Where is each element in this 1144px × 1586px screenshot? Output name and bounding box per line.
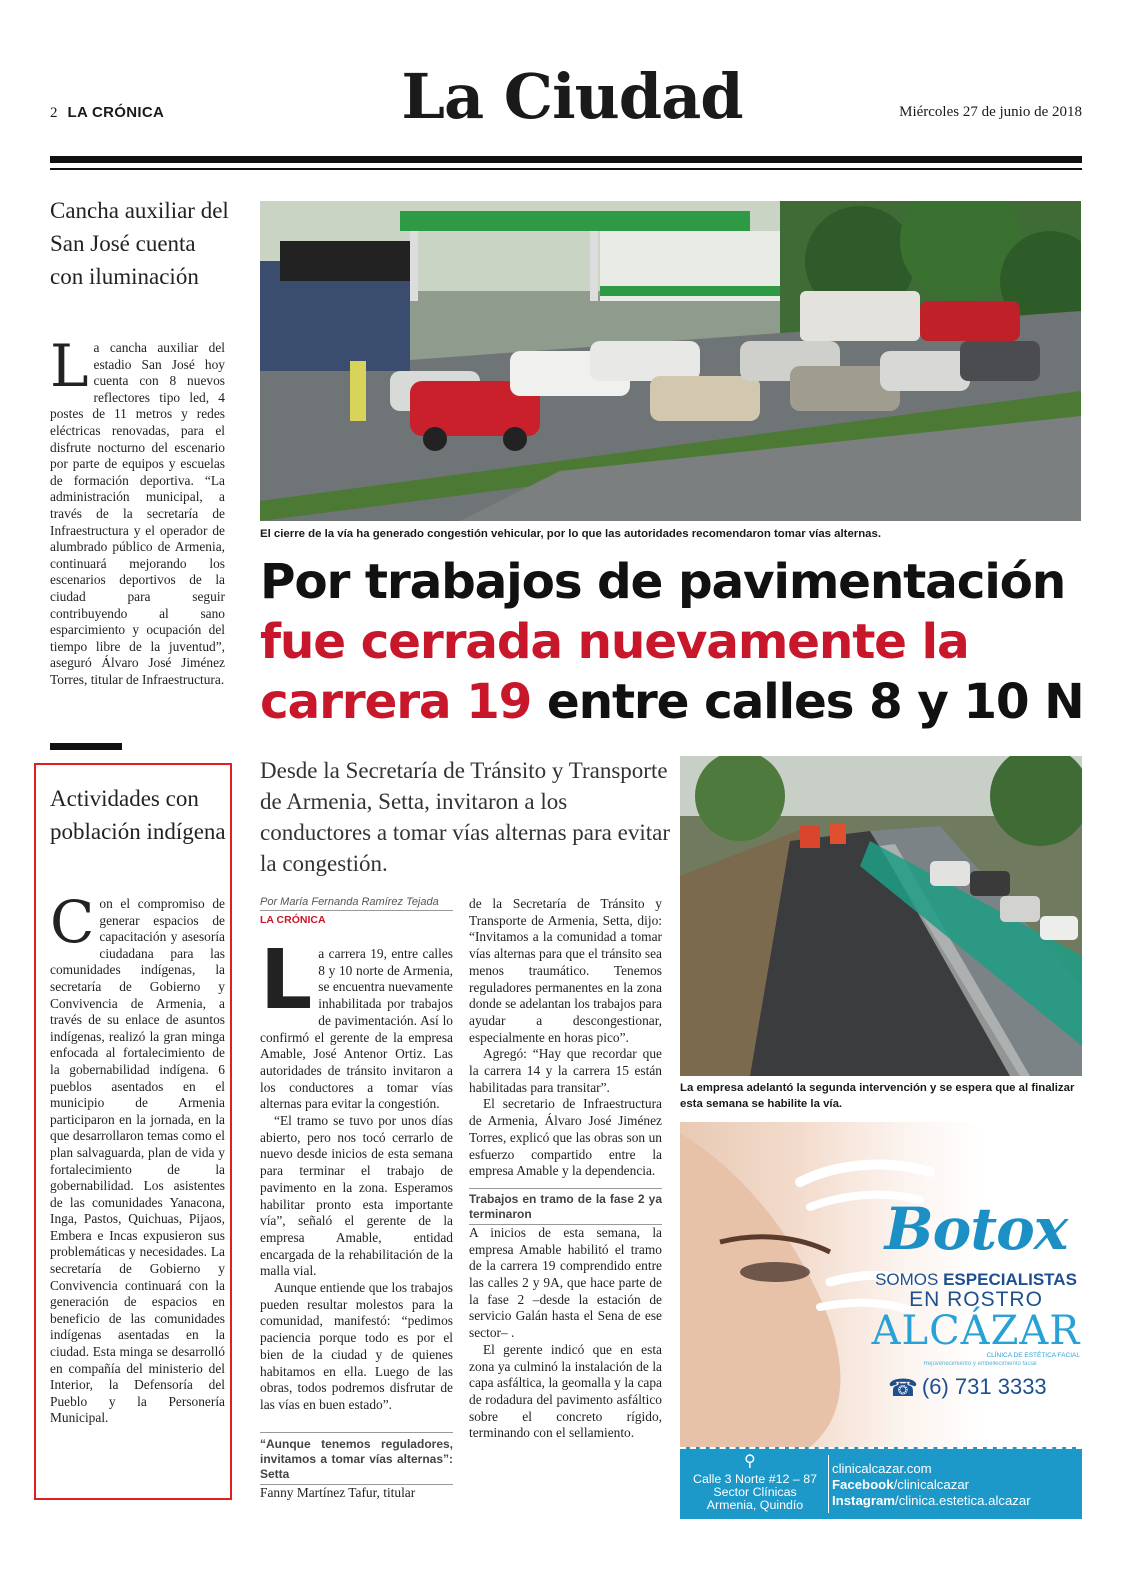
- traffic-photo-illustration: [260, 201, 1081, 521]
- newspaper-name: LA CRÓNICA: [67, 104, 165, 121]
- article-paragraph: La carrera 19, entre calles 8 y 10 norte de Armenia, se encuentra nuevamente inhabilitada por trabajos de pavimentación. Así lo confirmó el gerente de la empresa Amable, José Antenor Ortiz. Las autoridades de tránsito invitaron a los conductores a tomar vías alternas para evitar la congestión.: [260, 933, 453, 1112]
- ad-brand-botox: Botox: [884, 1195, 1068, 1263]
- subhead-rule: [260, 1432, 453, 1433]
- subhead-rule: [469, 1188, 662, 1189]
- subhead-fase2: Trabajos en tramo de la fase 2 ya terminaron: [469, 1191, 662, 1221]
- byline-separator: [260, 910, 453, 911]
- ad-facebook: Facebook/clinicalcazar: [832, 1477, 970, 1492]
- ad-clinic-subtitle: CLÍNICA DE ESTÉTICA FACIAL: [986, 1352, 1080, 1359]
- header-rule-thin: [50, 168, 1082, 170]
- location-pin-icon: ⚲: [744, 1451, 756, 1470]
- ad-clinic-name: ALCÁZAR: [871, 1308, 1081, 1354]
- issue-date: Miércoles 27 de junio de 2018: [899, 104, 1082, 120]
- ad-footer: [680, 1447, 1082, 1519]
- article-paragraph: A inicios de esta semana, la empresa Amable habilitó el tramo de la carrera 19 comprendido entre las calles 2 y 9A, que hace parte de la fase 2 –desde la estación de servicio Galán hasta el Sena de ese sector– .: [469, 1224, 662, 1341]
- article-paragraph: El gerente indicó que en esta zona ya culminó la instalación de la capa asfáltica, la geomalla y la capa de rodadura del pavimento asfáltico sobre el concreto rígido, terminando con el sellamiento.: [469, 1341, 662, 1441]
- brief2-body: Con el compromiso de generar espacios de capacitación y asesoría ciudadana para las comunidades indígenas, la secretaría de Gobierno y Convivencia de Armenia, a través de su enlace de asuntos indígenas, realizó la gran minga enfocada al fortalecimiento de la gobernabilidad indígena. 6 pueblos asentados en el municipio de Armenia participaron en la jornada, en la que desarrollaron temas como el plan salvaguarda, plan de vida y fortalecimiento de la gobernabilidad. Los asistentes de las comunidades Yanacona, Inga, Pastos, Quichuas, Pijaos, Embera e Incas expusieron sus problemáticas y necesidades. La secretaría de Gobierno y Convivencia continuará con la generación de espacios en beneficio de las comunidades indígenas asentadas en la ciudad. Esta minga se desarrolló en compañía del ministerio del Interior, la Defensoría del Pueblo y la Personería Municipal.: [50, 888, 225, 1426]
- ad-address: Calle 3 Norte #12 – 87 Sector Clínicas Armenia, Quindío: [693, 1472, 817, 1512]
- article-drop-cap: L: [260, 933, 313, 1028]
- ad-tagline: SOMOS ESPECIALISTAS: [875, 1270, 1077, 1289]
- article-column-1: [260, 933, 453, 1501]
- ad-social-links: [832, 1461, 1031, 1509]
- article-paragraph: de la Secretaría de Tránsito y Transporte de Armenia, Setta, dijo: “Invitamos a la comunidad a tomar vías alternas para que el tránsito sea menos traumático. Tenemos reguladores permanentes en la zona donde se adelantan los trabajos para ayudar a descongestionar, especialmente en horas pico”.: [469, 896, 662, 1045]
- ad-website: clinicalcazar.com: [832, 1461, 932, 1476]
- road-works-photo: [680, 756, 1082, 1076]
- ad-instagram: Instagram/clinica.estetica.alcazar: [832, 1493, 1031, 1508]
- section-title: La Ciudad: [401, 60, 743, 133]
- article-column-2: [469, 896, 662, 1442]
- header-rule: [50, 156, 1082, 163]
- ad-tagline-2: EN ROSTRO: [909, 1288, 1043, 1311]
- brief2-drop-cap: C: [50, 888, 95, 956]
- ad-footer-divider: [828, 1455, 829, 1513]
- road-works-illustration: [680, 756, 1082, 1076]
- article-paragraph: El secretario de Infraestructura de Armenia, Álvaro José Jiménez Torres, explicó que las obras son un esfuerzo compartido entre la empresa Amable y la dependencia.: [469, 1096, 662, 1179]
- headline-line2: fue cerrada nuevamente la: [260, 614, 969, 670]
- byline: Por María Fernanda Ramírez Tejada: [260, 896, 439, 908]
- photo2-caption: La empresa adelantó la segunda intervención y se espera que al finalizar esta semana se habilite la vía.: [680, 1082, 1075, 1110]
- brief1-title: Cancha auxiliar del San José cuenta con iluminación: [50, 198, 229, 289]
- byline-brand: LA CRÓNICA: [260, 914, 326, 926]
- photo1-caption: El cierre de la vía ha generado congestión vehicular, por lo que las autoridades recomendaron tomar vías alternas.: [260, 528, 882, 540]
- headline-line3: carrera 19 entre calles 8 y 10 N: [260, 674, 1084, 730]
- brief1-body: La cancha auxiliar del estadio San José hoy cuenta con 8 nuevos reflectores tipo led, 4 postes de 11 metros y redes eléctricas renovadas, para el disfrute nocturno del escenario por parte de equipos y escuelas de formación deportiva. “La administración municipal, a través de la secretaría de Infraestructura y el operador de alumbrado público de Armenia, continuará mejorando los escenarios deportivos de la ciudad para seguir contribuyendo al sano esparcimiento y ocupación del tiempo libre de la juventud”, aseguró Álvaro José Jiménez Torres, titular de Infraestructura.: [50, 332, 225, 687]
- ad-phone: ☎ (6) 731 3333: [888, 1374, 1047, 1402]
- article-paragraph: Fanny Martínez Tafur, titular: [260, 1484, 416, 1500]
- ad-clinic-slogan: Rejuvenecimiento y embellecimiento facial: [923, 1361, 1037, 1367]
- article-paragraph: Agregó: “Hay que recordar que la carrera 14 y la carrera 15 están habilitadas para transitar”.: [469, 1046, 662, 1095]
- ad-dashed-divider: [680, 1447, 1082, 1449]
- brief1-drop-cap: L: [50, 332, 89, 400]
- headline: [260, 552, 1100, 732]
- article-paragraph: “El tramo se tuvo por unos días abierto, pero nos tocó cerrarlo de nuevo desde inicios de esta semana para terminar el trabajo de pavimento en la zona. Esperamos habilitar pronto esta importante vía”, señaló el gerente de la empresa Amable, entidad encargada de la rehabilitación de la malla vial.: [260, 1113, 453, 1279]
- headline-line1: Por trabajos de pavimentación: [260, 554, 1066, 610]
- phone-icon: ☎: [888, 1375, 918, 1402]
- article-paragraph: Aunque entiende que los trabajos pueden resultar molestos para la comunidad, manifestó: “pedimos paciencia porque todo es por el bien de la ciudad y de quienes habitamos en ella. Luego de las obras, todos podremos disfrutar de las vías en buen estado”.: [260, 1280, 453, 1412]
- traffic-photo: [260, 201, 1081, 521]
- brief-separator: [50, 743, 122, 750]
- subhead-setta: “Aunque tenemos reguladores, invitamos a tomar vías alternas”: Setta: [260, 1436, 453, 1481]
- brief2-title: Actividades con población indígena: [50, 786, 226, 844]
- deck: Desde la Secretaría de Tránsito y Transporte de Armenia, Setta, invitaron a los conductores a tomar vías alternas para evitar la congestión.: [260, 758, 670, 876]
- page-number: 2 LA CRÓNICA: [50, 104, 165, 121]
